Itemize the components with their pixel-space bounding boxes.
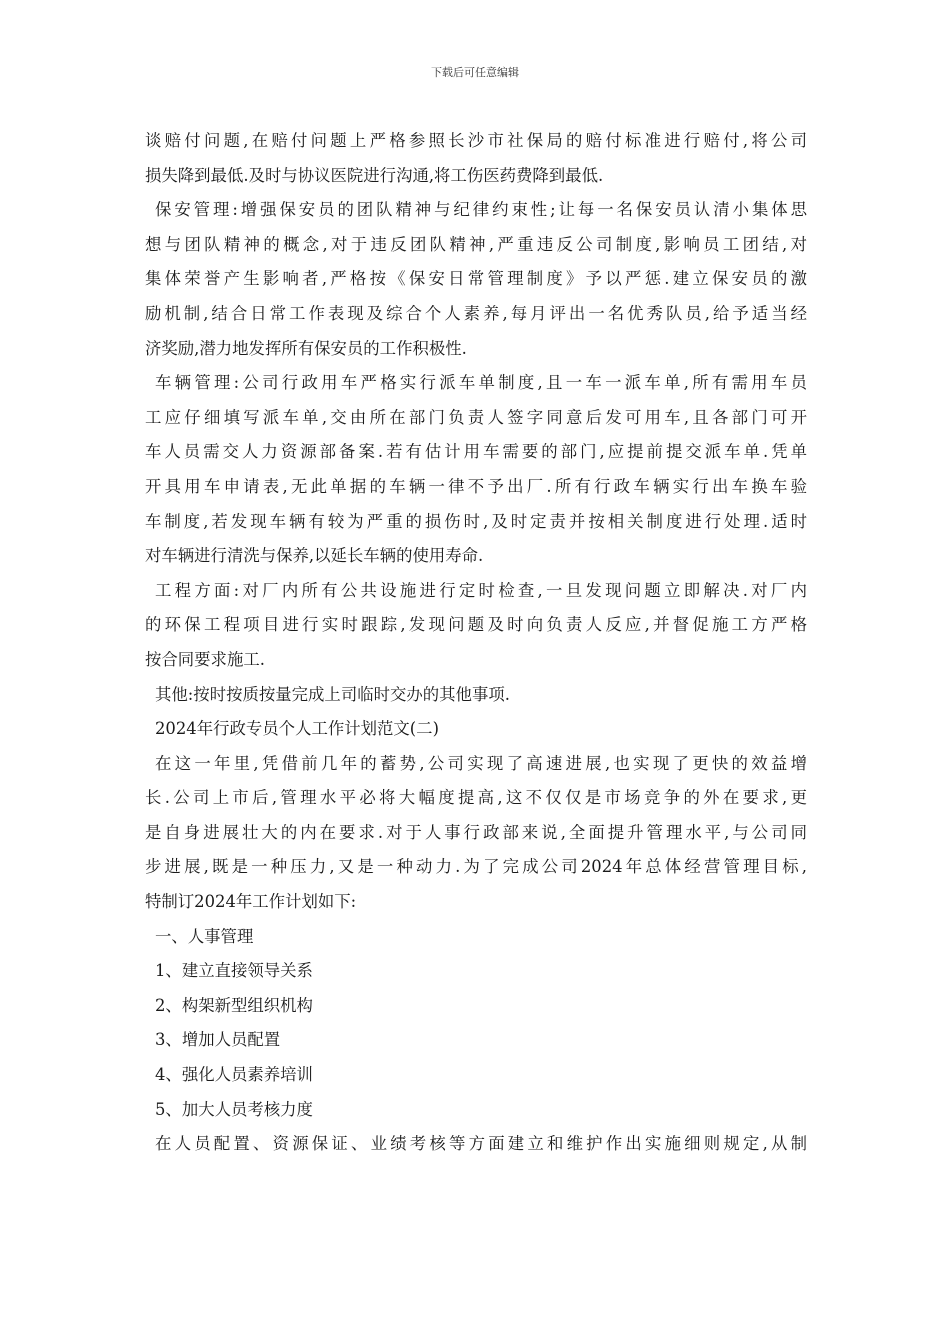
text-line: 一、人事管理 <box>155 926 254 946</box>
text-line: 济奖励,潜力地发挥所有保安员的工作积极性. <box>145 338 467 358</box>
text-line: 长.公司上市后,管理水平必将大幅度提高,这不仅仅是市场竞争的外在要求,更 <box>145 788 807 808</box>
text-line: 对车辆进行清洗与保养,以延长车辆的使用寿命. <box>145 546 484 566</box>
text-line: 车制度,若发现车辆有较为严重的损伤时,及时定责并按相关制度进行处理.适时 <box>145 511 807 531</box>
text-line: 4、强化人员素养培训 <box>155 1065 313 1085</box>
text-line: 在这一年里,凭借前几年的蓄势,公司实现了高速进展,也实现了更快的效益增 <box>155 753 807 773</box>
text-line: 损失降到最低.及时与协议医院进行沟通,将工伤医药费降到最低. <box>145 165 604 185</box>
text-line: 励机制,结合日常工作表现及综合个人素养,每月评出一名优秀队员,给予适当经 <box>145 303 807 323</box>
text-line: 车人员需交人力资源部备案.若有估计用车需要的部门,应提前提交派车单.凭单 <box>145 442 807 462</box>
text-line: 想与团队精神的概念,对于违反团队精神,严重违反公司制度,影响员工团结,对 <box>145 234 807 254</box>
text-line: 按合同要求施工. <box>145 649 265 669</box>
text-line: 工应仔细填写派车单,交由所在部门负责人签字同意后发可用车,且各部门可开 <box>145 407 807 427</box>
text-line: 步进展,既是一种压力,又是一种动力.为了完成公司2024年总体经营管理目标, <box>145 857 807 877</box>
text-line: 特制订2024年工作计划如下: <box>145 892 357 912</box>
text-line: 的环保工程项目进行实时跟踪,发现问题及时向负责人反应,并督促施工方严格 <box>145 615 807 635</box>
text-line: 谈赔付问题,在赔付问题上严格参照长沙市社保局的赔付标准进行赔付,将公司 <box>145 131 807 150</box>
text-line: 在人员配置、资源保证、业绩考核等方面建立和维护作出实施细则规定,从制 <box>155 1134 807 1154</box>
text-line: 5、加大人员考核力度 <box>155 1099 313 1119</box>
text-line: 其他:按时按质按量完成上司临时交办的其他事项. <box>155 684 510 704</box>
text-line: 车辆管理:公司行政用车严格实行派车单制度,且一车一派车单,所有需用车员 <box>155 373 807 393</box>
text-line: 3、增加人员配置 <box>155 1030 281 1050</box>
document-body <box>145 124 807 1162</box>
text-line: 保安管理:增强保安员的团队精神与纪律约束性;让每一名保安员认清小集体思 <box>155 200 807 220</box>
text-line: 工程方面:对厂内所有公共设施进行定时检查,一旦发现问题立即解决.对厂内 <box>155 580 807 600</box>
text-line: 是自身进展壮大的内在要求.对于人事行政部来说,全面提升管理水平,与公司同 <box>145 822 807 842</box>
text-line: 开具用车申请表,无此单据的车辆一律不予出厂.所有行政车辆实行出车换车验 <box>145 476 807 496</box>
text-line: 2、构架新型组织机构 <box>155 995 313 1015</box>
text-line: 集体荣誉产生影响者,严格按《保安日常管理制度》予以严惩.建立保安员的激 <box>145 269 807 289</box>
text-line: 1、建立直接领导关系 <box>155 961 313 981</box>
page-header: 下载后可任意编辑 <box>431 66 519 79</box>
text-line: 2024年行政专员个人工作计划范文(二) <box>155 719 439 739</box>
